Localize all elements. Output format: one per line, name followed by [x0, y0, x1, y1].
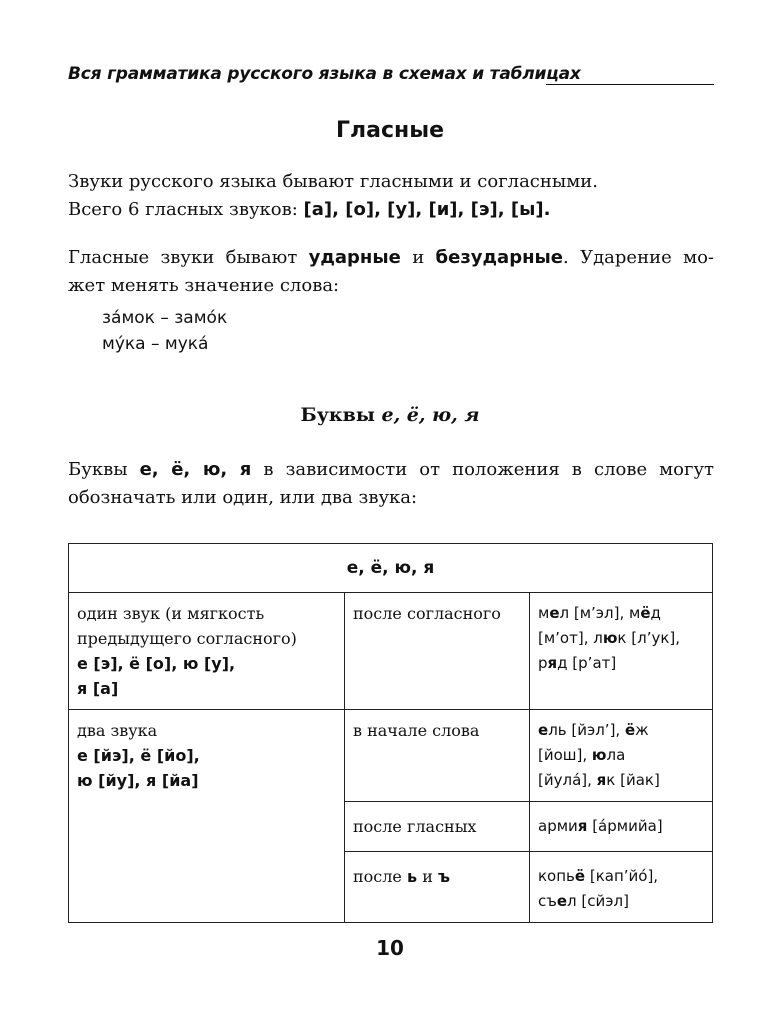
- term-unstressed: безударные: [435, 247, 564, 268]
- book-title: Вся грамматика русского языка в схемах и таблицах: [68, 64, 581, 84]
- text: ж: [635, 721, 649, 739]
- cell-two-sounds: [69, 710, 345, 923]
- letter-bold: ь: [406, 867, 418, 886]
- text: [йош],: [538, 746, 592, 764]
- text: арми: [538, 817, 578, 835]
- letter-bold: ъ: [437, 867, 450, 886]
- cell-position: в начале слова: [345, 710, 530, 802]
- cell-position: после гласных: [345, 802, 530, 852]
- cell-position: после согласного: [345, 593, 530, 710]
- text: после: [353, 867, 407, 886]
- letter-bold: я: [577, 817, 588, 835]
- letters-bold: е, ё, ю, я: [139, 459, 252, 480]
- cell-bold: ю [йу], я [йа]: [77, 771, 199, 790]
- paragraph-vowel-intro: [68, 168, 714, 224]
- text: к [л’ук],: [617, 629, 681, 647]
- cell-examples: [530, 802, 713, 852]
- text: м: [538, 604, 550, 622]
- cell-text: один звук (и мягкость: [77, 604, 265, 623]
- letter-bold: ё: [624, 721, 636, 739]
- text: в зависимости от положения в слове могут: [251, 459, 714, 480]
- paragraph-line: Звуки русского языка бывают гласными и согласными.: [68, 171, 598, 192]
- paragraph-stress: [68, 244, 714, 300]
- letter-bold: ю: [591, 746, 607, 764]
- text: [кап’йо́],: [585, 867, 659, 885]
- table-row: [69, 710, 713, 802]
- letter-bold: ю: [602, 629, 618, 647]
- cell-bold: я [а]: [77, 679, 119, 698]
- text: [м’от], л: [538, 629, 603, 647]
- text: к [йак]: [606, 771, 660, 789]
- cell-examples: [530, 710, 713, 802]
- example-muka: му́ка – мука́: [102, 334, 209, 354]
- paragraph-letters: [68, 456, 714, 512]
- letter-bold: я: [596, 771, 607, 789]
- letter-bold: е: [556, 892, 568, 910]
- cell-position: [345, 852, 530, 923]
- paragraph-line: жет менять значение слова:: [68, 275, 340, 296]
- table-header: е, ё, ю, я: [69, 544, 713, 593]
- cell-bold: е [йэ], ё [йо],: [77, 746, 200, 765]
- text: д: [650, 604, 661, 622]
- cell-one-sound: [69, 593, 345, 710]
- paragraph-line: [68, 244, 714, 272]
- text: ь: [566, 867, 575, 885]
- text: [йула́],: [538, 771, 597, 789]
- letter-bold: я: [547, 654, 558, 672]
- section-title-vowels: Гласные: [335, 118, 445, 143]
- text: Буквы: [68, 459, 140, 480]
- text: ль [йэл’],: [548, 721, 625, 739]
- text: [а́рмийа]: [587, 817, 663, 835]
- letter-bold: ё: [640, 604, 651, 622]
- cell-examples: [530, 852, 713, 923]
- letters-italic: е, ё, ю, я: [381, 404, 480, 426]
- header-rule: [546, 84, 714, 85]
- text: Буквы: [300, 404, 382, 426]
- text: ла: [606, 746, 626, 764]
- text: съ: [538, 892, 557, 910]
- vowel-sounds-list: [а], [о], [у], [и], [э], [ы].: [303, 199, 551, 220]
- text: д [р’ат]: [557, 654, 617, 672]
- letter-bold: ё: [574, 867, 586, 885]
- section-title-letters: [0, 404, 780, 426]
- table-header-row: [69, 544, 713, 593]
- text: . Ударение мо-: [563, 247, 714, 268]
- cell-examples: [530, 593, 713, 710]
- paragraph-line: [68, 196, 714, 224]
- cell-text: предыдущего согласного): [77, 629, 297, 648]
- text: Гласные звуки бывают: [68, 247, 309, 268]
- text: л [м’эл], м: [559, 604, 641, 622]
- text: Всего 6 гласных звуков:: [68, 199, 304, 220]
- text: и: [417, 867, 438, 886]
- page-number: 10: [376, 936, 404, 960]
- cell-bold: е [э], ё [о], ю [у],: [77, 654, 236, 673]
- example-zamok: за́мок – замо́к: [102, 308, 228, 328]
- letters-table: [68, 543, 713, 923]
- paragraph-line: [68, 456, 714, 484]
- text: л [сйэл]: [567, 892, 629, 910]
- text: коп: [538, 867, 567, 885]
- paragraph-line: обозначать или один, или два звука:: [68, 487, 418, 508]
- text: р: [538, 654, 548, 672]
- letter-bold: е: [549, 604, 560, 622]
- table-row: [69, 593, 713, 710]
- letter-bold: е: [538, 721, 549, 739]
- cell-text: два звука: [77, 721, 158, 740]
- text: и: [400, 247, 436, 268]
- term-stressed: ударные: [308, 247, 401, 268]
- running-header: [68, 64, 714, 92]
